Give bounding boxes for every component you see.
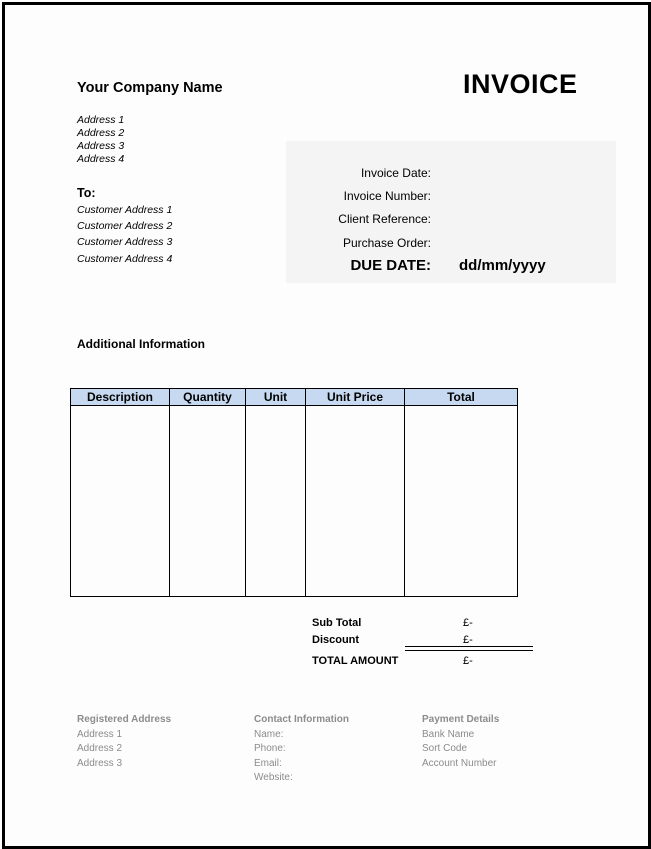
contact-information-heading: Contact Information — [254, 714, 349, 725]
registered-address-3: Address 3 — [77, 758, 123, 769]
company-address-3: Address 3 — [77, 140, 125, 152]
discount-label: Discount — [312, 634, 360, 646]
table-row — [71, 406, 518, 597]
column-unit-price: Unit Price — [306, 389, 405, 406]
column-quantity: Quantity — [170, 389, 246, 406]
due-date-value[interactable]: dd/mm/yyyy — [459, 257, 546, 274]
subtotal-value: £- — [463, 617, 473, 629]
quantity-cell[interactable] — [170, 406, 246, 597]
total-amount-label: TOTAL AMOUNT — [312, 655, 399, 667]
customer-address-1: Customer Address 1 — [77, 204, 173, 216]
column-unit: Unit — [246, 389, 306, 406]
payment-account-number: Account Number — [422, 758, 497, 769]
to-label: To: — [77, 186, 96, 200]
unit-cell[interactable] — [246, 406, 306, 597]
additional-information-heading: Additional Information — [77, 337, 205, 351]
contact-email: Email: — [254, 758, 282, 769]
payment-bank-name: Bank Name — [422, 729, 475, 740]
invoice-date-label: Invoice Date: — [360, 166, 431, 180]
company-address-1: Address 1 — [77, 114, 125, 126]
unit-price-cell[interactable] — [306, 406, 405, 597]
subtotal-label: Sub Total — [312, 617, 362, 629]
payment-details-heading: Payment Details — [422, 714, 500, 725]
total-divider — [405, 646, 533, 651]
invoice-title: INVOICE — [463, 69, 578, 99]
registered-address-2: Address 2 — [77, 743, 123, 754]
company-name: Your Company Name — [77, 80, 223, 96]
customer-address-4: Customer Address 4 — [77, 253, 173, 265]
invoice-number-label: Invoice Number: — [343, 189, 431, 203]
column-description: Description — [71, 389, 170, 406]
company-address-4: Address 4 — [77, 153, 125, 165]
payment-sort-code: Sort Code — [422, 743, 468, 754]
contact-phone: Phone: — [254, 743, 286, 754]
due-date-label: DUE DATE: — [350, 257, 431, 274]
purchase-order-label: Purchase Order: — [342, 236, 431, 250]
column-total: Total — [405, 389, 518, 406]
registered-address-1: Address 1 — [77, 729, 123, 740]
total-cell[interactable] — [405, 406, 518, 597]
table-header-row — [71, 389, 518, 406]
company-address-2: Address 2 — [77, 127, 125, 139]
total-amount-value: £- — [463, 655, 473, 667]
invoice-details-panel — [286, 141, 616, 283]
registered-address-heading: Registered Address — [77, 714, 172, 725]
discount-value: £- — [463, 634, 473, 646]
customer-address-3: Customer Address 3 — [77, 236, 173, 248]
line-items-table — [70, 388, 518, 597]
invoice-page — [2, 2, 651, 849]
contact-name: Name: — [254, 729, 284, 740]
description-cell[interactable] — [71, 406, 170, 597]
customer-address-2: Customer Address 2 — [77, 220, 173, 232]
client-reference-label: Client Reference: — [338, 212, 431, 226]
contact-website: Website: — [254, 772, 293, 783]
